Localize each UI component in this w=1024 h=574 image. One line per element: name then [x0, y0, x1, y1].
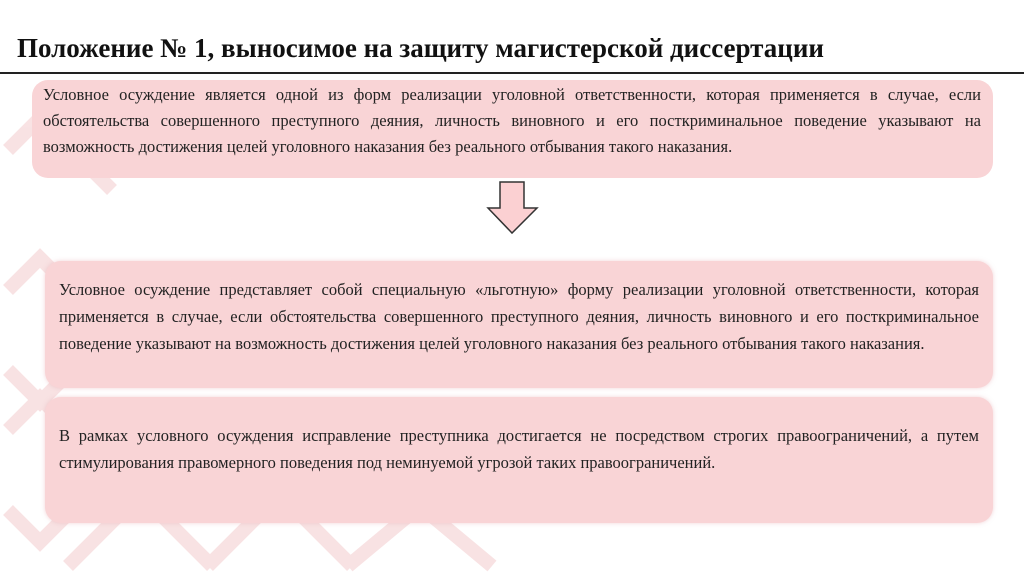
original-statement-text: Условное осуждение является одной из форм реализации уголовной ответственности, которая применяется в случае, если обстоятельства совершенного преступного деяния, личность виновного и его посткриминальное поведение указывают на возможность достижения целей уголовного наказания без реального отбывания такого наказания. [43, 85, 981, 156]
title-divider [0, 72, 1024, 74]
explanation-text: В рамках условного осуждения исправление преступника достигается не посредством строгих правоограничений, а путем стимулирования правомерного поведения под неминуемой угрозой таких правоограничений. [59, 426, 979, 472]
proposed-statement-text: Условное осуждение представляет собой специальную «льготную» форму реализации уголовной ответственности, которая применяется в случае, если обстоятельства совершенного преступного деяния, личность виновного и его посткриминальное поведение указывают на возможность достижения целей уголовного наказания без реального отбывания такого наказания. [59, 280, 979, 353]
slide-title: Положение № 1, выносимое на защиту магистерской диссертации [17, 33, 824, 63]
original-statement-box [32, 80, 993, 178]
arrow-down-icon [486, 180, 540, 236]
explanation-box [45, 397, 993, 523]
proposed-statement-box [45, 261, 993, 388]
